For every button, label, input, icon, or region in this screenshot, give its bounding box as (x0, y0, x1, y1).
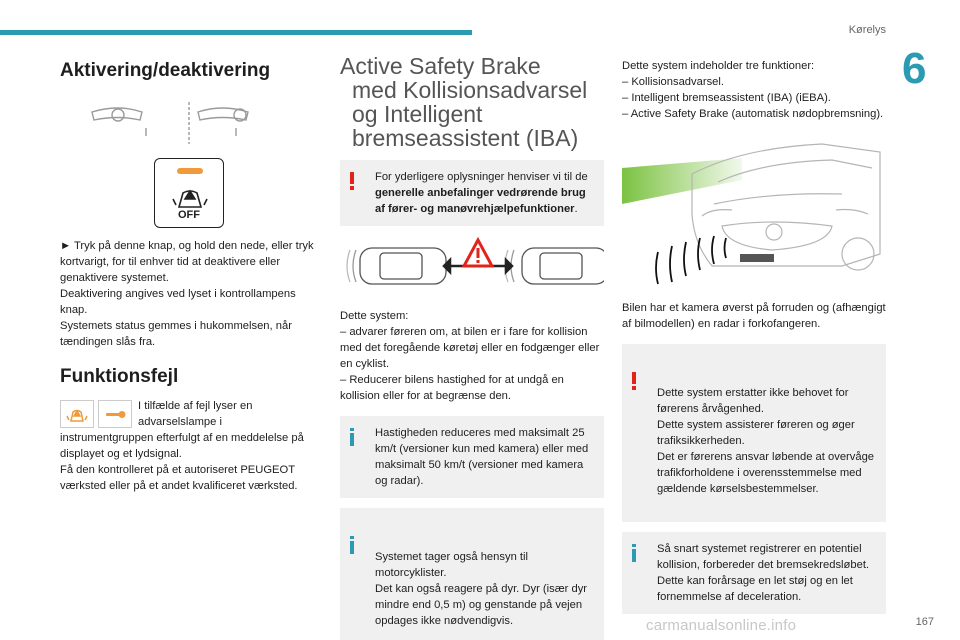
list-item: – advarer føreren om, at bilen er i fare for kollision med det foregående køretøj eller en fodgænger eller en cyklist. (340, 326, 600, 370)
system-description (340, 308, 604, 404)
list-item: – Intelligent bremseassistent (IBA) (iEBA). (622, 92, 831, 104)
heading-line: Active Safety Brake (340, 53, 541, 79)
car-with-radar-illustration (622, 134, 884, 294)
collision-illustration (340, 236, 604, 298)
fault-text-2: instrumentgruppen efterfulgt af en meddelelse på displayet og et lydsignal. (60, 432, 304, 460)
heading-fault: Funktionsfejl (60, 366, 179, 387)
page-number: 167 (915, 616, 934, 628)
paragraph: Dette system: (340, 310, 409, 322)
column-1 (60, 54, 322, 494)
info-text: Hastigheden reduceres med maksimalt 25 km/t (versioner kun med kamera) eller med maksimalt 50 km/t (versioner med kamera og radar). (375, 427, 589, 487)
chapter-number: 6 (902, 44, 927, 93)
column-2 (340, 54, 604, 640)
fault-section (60, 398, 322, 494)
warning-bold: generelle anbefalinger vedrørende brug af fører- og manøvrehjælpefunktioner (375, 187, 586, 215)
info-note-motorcycles (340, 508, 604, 640)
warning-plain: For yderligere oplysninger henviser vi til de (375, 171, 588, 183)
warning-exclamation-icon (348, 172, 356, 195)
camera-text: Bilen har et kamera øverst på forruden og (afhængigt af bilmodellen) en radar i forkofangeren. (622, 302, 886, 330)
wrench-icon (98, 400, 132, 428)
off-button-illustration (154, 158, 224, 228)
indicator-lamp (177, 168, 203, 174)
warning-text (349, 169, 595, 217)
collision-alert-icon (60, 400, 94, 428)
fault-text-3: Få den kontrolleret på et autoriseret PEUGEOT værksted eller på et andet kvalificeret værksted. (60, 464, 298, 492)
info-note-braking (622, 532, 886, 614)
off-label: OFF (178, 209, 200, 221)
paragraph: ► Tryk på denne knap, og hold den nede, eller tryk kortvarigt, for til enhver tid at deaktivere eller genaktivere systemet. (60, 240, 314, 284)
column-3 (622, 58, 886, 614)
list-item: – Kollisionsadvarsel. (622, 76, 724, 88)
list-item: – Reducerer bilens hastighed for at undgå en kollision eller for at begrænse den. (340, 374, 564, 402)
warning-text: Dette system erstatter ikke behovet for førerens årvågenhed. Dette system assisterer føreren og øger trafiksikkerheden. Det er førerens ansvar løbende at overvåge trafikforholdene i overensstemmelse med gældende kørselsbestemmelser. (657, 387, 875, 495)
info-text: Systemet tager også hensyn til motorcyklister. Det kan også reagere på dyr. Dyr (især dyr mindre end 0,5 m) og genstande på vejen opdages ikke nødvendigvis. (375, 551, 588, 627)
fault-icons (60, 400, 132, 428)
car-front-illustration (622, 134, 884, 294)
warning-note (340, 160, 604, 226)
heading-activation: Aktivering/deaktivering (60, 60, 271, 81)
watermark: carmanualsonline.info (646, 617, 797, 634)
heading-line: med Kollisionsadvarsel (352, 77, 588, 103)
warning-note-attention (622, 344, 886, 522)
activation-text (60, 238, 322, 350)
rear-mirror-icon (60, 98, 322, 152)
info-icon (348, 520, 356, 559)
chapter-progress-bar (0, 30, 472, 35)
mirror-illustration (60, 98, 322, 152)
paragraph: Deaktivering angives ved lyset i kontrollampens knap. (60, 288, 296, 316)
info-icon (348, 428, 356, 451)
paragraph: Systemets status gemmes i hukommelsen, når tændingen slås fra. (60, 320, 292, 348)
warning-exclamation-icon (630, 356, 638, 395)
info-note-speed (340, 416, 604, 498)
car-collision-diagram (340, 236, 604, 298)
info-icon (630, 544, 638, 567)
section-name: Kørelys (848, 24, 886, 36)
info-text: Så snart systemet registrerer en potentiel kollision, forbereder det bremsekredsløbet. Dette kan forårsage en let støj og en let fornemmelse af deceleration. (657, 543, 870, 603)
heading-line: bremseassistent (IBA) (352, 125, 579, 151)
warning-end: . (574, 203, 578, 215)
heading-line: og Intelligent (352, 101, 483, 127)
paragraph: Dette system indeholder tre funktioner: (622, 60, 815, 72)
fault-text-1: I tilfælde af fejl lyser en advarselslampe i (138, 400, 253, 428)
list-item: – Active Safety Brake (automatisk nødopbremsning). (622, 108, 884, 120)
heading-active-safety-brake (340, 54, 604, 150)
